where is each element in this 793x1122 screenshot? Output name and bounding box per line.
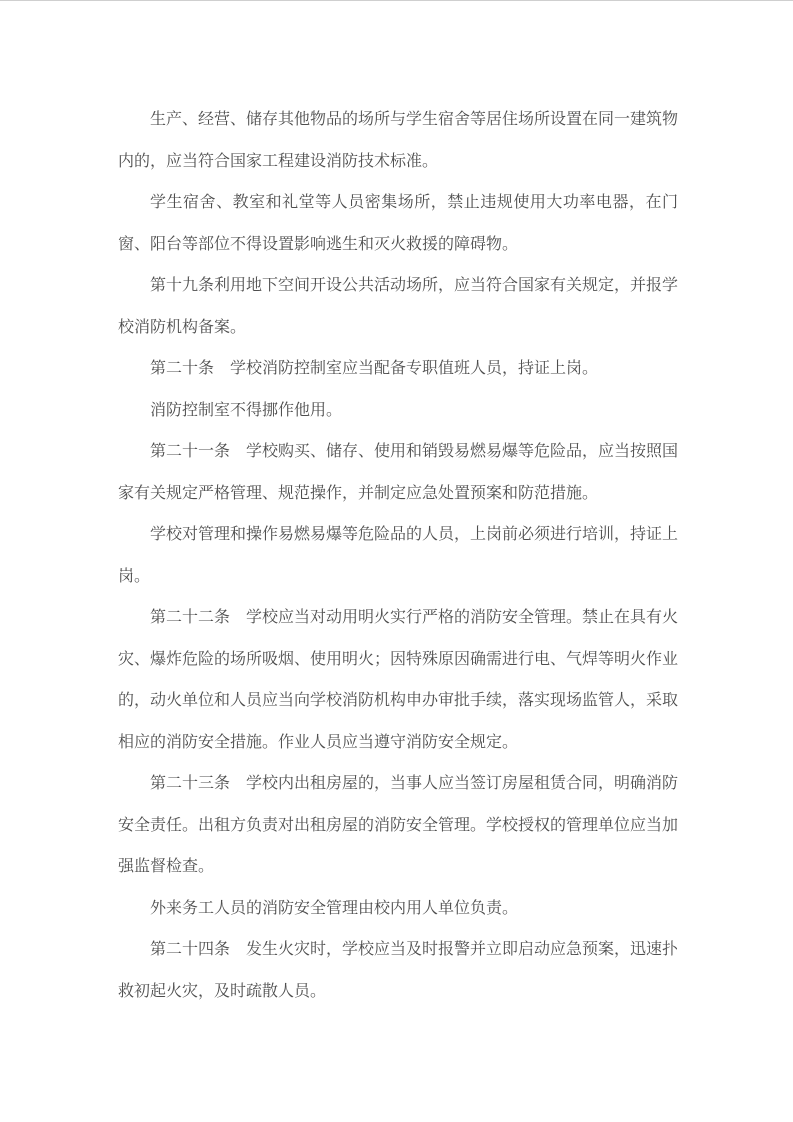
paragraph-article-19: 第十九条利用地下空间开设公共活动场所，应当符合国家有关规定，并报学校消防机构备案。: [118, 275, 679, 336]
paragraph-article-23: 第二十三条 学校内出租房屋的，当事人应当签订房屋租赁合同，明确消防安全责任。出租方负责对出租房屋的消防安全管理。学校授权的管理单位应当加强监督检查。: [118, 773, 679, 875]
paragraph-storage-premises: 生产、经营、储存其他物品的场所与学生宿舍等居住场所设置在同一建筑物内的，应当符合国家工程建设消防技术标准。: [118, 109, 679, 170]
paragraph-migrant-workers: 外来务工人员的消防安全管理由校内用人单位负责。: [150, 897, 519, 917]
paragraph-article-22: 第二十二条 学校应当对动用明火实行严格的消防安全管理。禁止在具有火灾、爆炸危险的场所吸烟、使用明火；因特殊原因确需进行电、气焊等明火作业的，动火单位和人员应当向学校消防机构申办审批手续，落实现场监管人，采取相应的消防安全措施。作业人员应当遵守消防安全规定。: [118, 607, 679, 751]
document-body: [0, 1, 793, 1011]
paragraph-article-20: 第二十条 学校消防控制室应当配备专职值班人员，持证上岗。: [150, 358, 599, 377]
paragraph-article-21: 第二十一条 学校购买、储存、使用和销毁易燃易爆等危险品，应当按照国家有关规定严格管理、规范操作，并制定应急处置预案和防范措施。: [118, 441, 679, 502]
paragraph-hazmat-training: 学校对管理和操作易燃易爆等危险品的人员，上岗前必须进行培训，持证上岗。: [118, 524, 679, 585]
paragraph-article-24: 第二十四条 发生火灾时，学校应当及时报警并立即启动应急预案，迅速扑救初起火灾，及时疏散人员。: [118, 939, 679, 1000]
paragraph-dormitory-appliances: 学生宿舍、教室和礼堂等人员密集场所，禁止违规使用大功率电器，在门窗、阳台等部位不得设置影响逃生和灭火救援的障碍物。: [118, 192, 678, 253]
paragraph-control-room: 消防控制室不得挪作他用。: [150, 399, 343, 419]
